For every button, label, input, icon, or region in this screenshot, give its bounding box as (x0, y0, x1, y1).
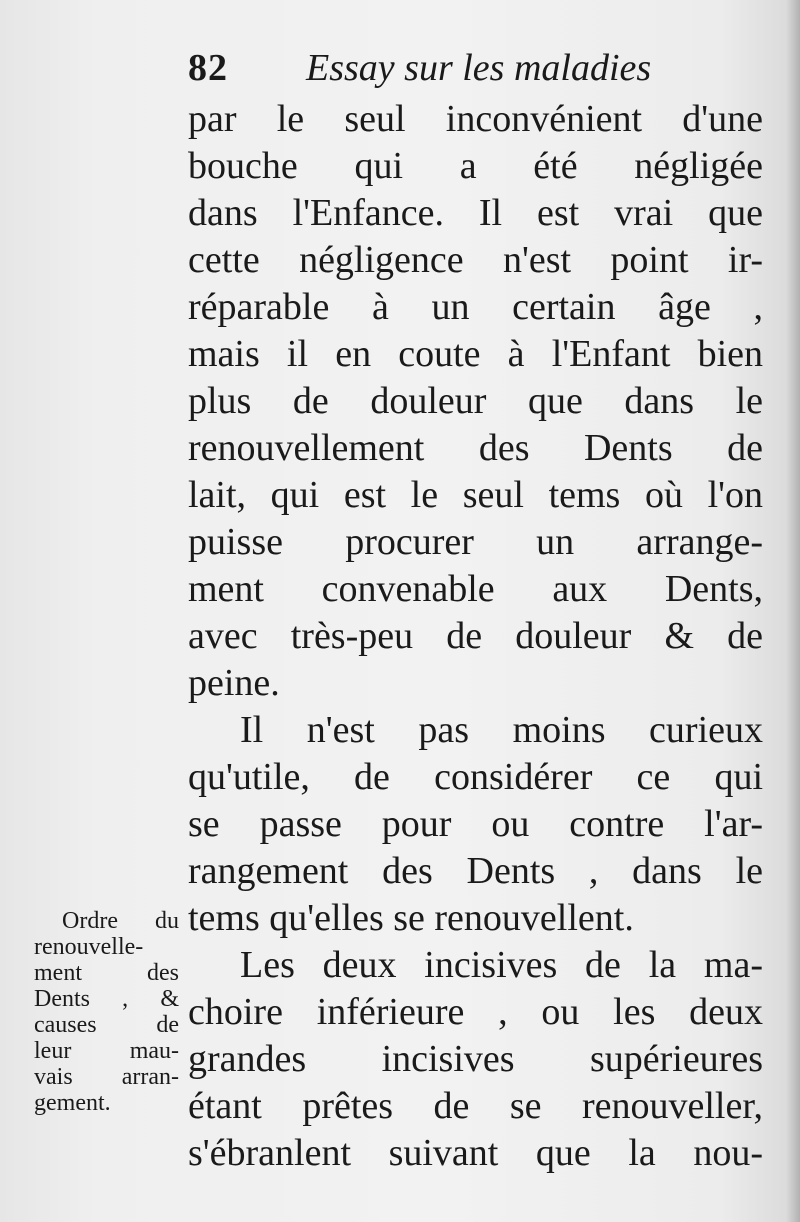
text-line: bouche qui a été négligée (188, 145, 763, 187)
text-line: avec très-peu de douleur & de (188, 615, 763, 657)
text-line: qu'utile, de considérer ce qui (188, 756, 763, 798)
text-line: peine. (188, 662, 280, 704)
page-edge-shadow (786, 0, 800, 1222)
text-line: mais il en coute à l'Enfant bien (188, 333, 763, 375)
margin-note-line: renouvelle- (34, 934, 144, 960)
text-line: tems qu'elles se renouvellent. (188, 897, 634, 939)
margin-note-line: Ordre du (62, 908, 179, 934)
text-line: plus de douleur que dans le (188, 380, 763, 422)
page-number: 82 (188, 47, 228, 89)
text-line: ment convenable aux Dents, (188, 568, 763, 610)
text-line: grandes incisives supérieures (188, 1038, 763, 1080)
text-line: choire inférieure , ou les deux (188, 991, 763, 1033)
margin-note-line: ment des (34, 960, 179, 986)
paragraph-start-line: Il n'est pas moins curieux (240, 709, 763, 751)
body-text (188, 96, 763, 1177)
text-line: cette négligence n'est point ir- (188, 239, 763, 281)
margin-note-line: vais arran- (34, 1064, 179, 1090)
marginal-note (34, 908, 179, 1116)
text-line: puisse procurer un arrange- (188, 521, 763, 563)
text-line: s'ébranlent suivant que la nou- (188, 1132, 763, 1174)
text-line: renouvellement des Dents de (188, 427, 763, 469)
text-line: dans l'Enfance. Il est vrai que (188, 192, 763, 234)
text-line: réparable à un certain âge , (188, 286, 763, 328)
running-head (188, 44, 778, 92)
margin-note-line: leur mau- (34, 1038, 179, 1064)
text-line: étant prêtes de se renouveller, (188, 1085, 763, 1127)
text-line: rangement des Dents , dans le (188, 850, 763, 892)
margin-note-line: gement. (34, 1090, 111, 1116)
margin-note-line: causes de (34, 1012, 179, 1038)
running-title: Essay sur les maladies (306, 47, 652, 89)
text-line: par le seul inconvénient d'une (188, 98, 763, 140)
text-line: lait, qui est le seul tems où l'on (188, 474, 763, 516)
text-line: se passe pour ou contre l'ar- (188, 803, 763, 845)
margin-note-line: Dents , & (34, 986, 179, 1012)
paragraph-start-line: Les deux incisives de la ma- (240, 944, 763, 986)
